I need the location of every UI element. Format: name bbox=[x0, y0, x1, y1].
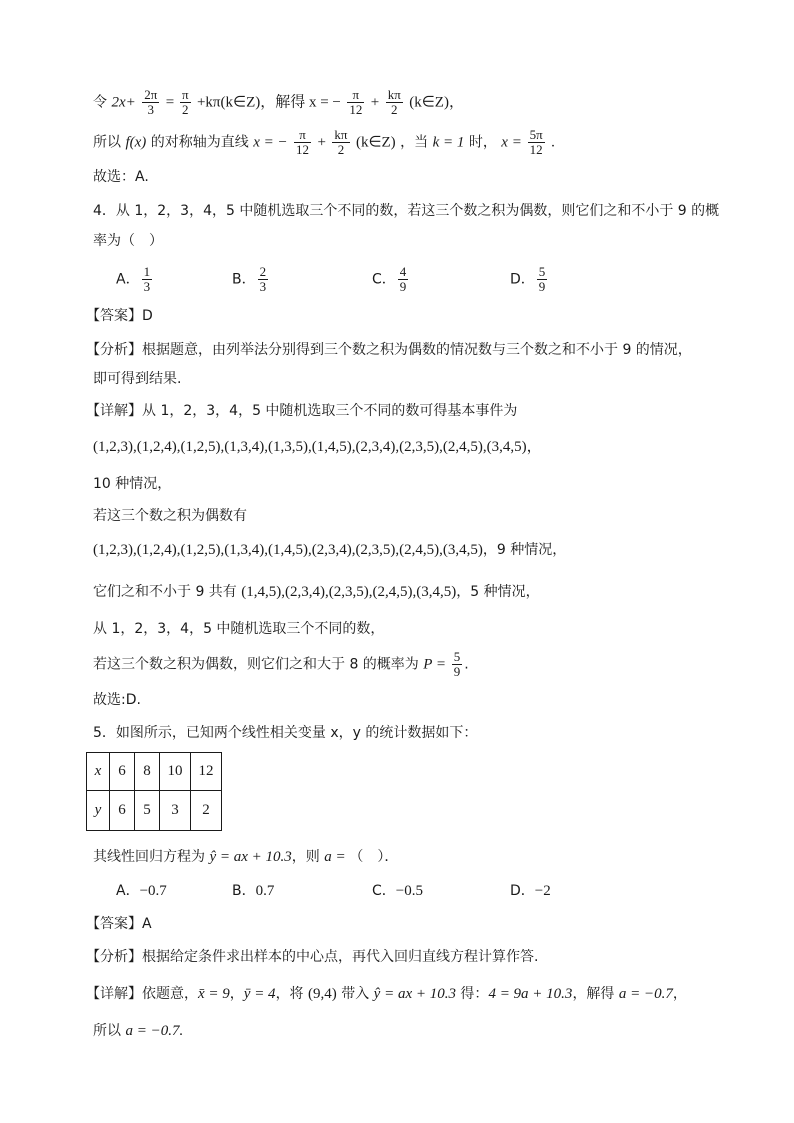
even-count: ，9 种情况， bbox=[482, 542, 567, 558]
q4-option-a: A． $\frac{1}{3}$ bbox=[116, 264, 151, 294]
math: +kπ(k∈Z)，解得 x = − bbox=[196, 94, 341, 111]
analysis-tag: 【分析】 bbox=[86, 949, 142, 965]
math: x = − bbox=[253, 134, 288, 151]
analysis-text: 根据给定条件求出样本的中心点，再代入回归直线方程计算作答. bbox=[142, 949, 539, 965]
math: k = 1 bbox=[432, 134, 465, 151]
math: . bbox=[551, 134, 555, 151]
q4-detail-2: 10 种情况， bbox=[93, 476, 172, 492]
text: 所以 bbox=[93, 134, 126, 151]
text: 时， bbox=[468, 134, 497, 151]
math: 2x+ bbox=[111, 94, 136, 111]
table-cell: 10 bbox=[160, 753, 191, 791]
q4-analysis-1 bbox=[86, 339, 692, 361]
math: + bbox=[317, 134, 326, 151]
answer-value: A bbox=[142, 916, 152, 932]
fraction: $\frac{2\pi}{3}$ bbox=[144, 87, 158, 117]
q4-detail-5: 从 1，2，3，4，5 中随机选取三个不同的数， bbox=[93, 621, 385, 637]
fraction: $\frac{\pi}{12}$ bbox=[349, 87, 363, 117]
table-cell: 6 bbox=[110, 791, 135, 831]
q4-option-c: C． $\frac{4}{9}$ bbox=[372, 264, 407, 294]
table-cell: y bbox=[87, 791, 110, 831]
q5-detail: 【详解】依题意，x̄ = 9，ȳ = 4，将 (9,4) 带入 ŷ = ax + 10.3 得：4 = 9a + 10.3，解得 a = −0.7， bbox=[86, 986, 687, 1002]
answer-value: D bbox=[142, 308, 153, 324]
answer-tag: 【答案】 bbox=[86, 308, 142, 324]
q4-choose: 故选:D. bbox=[93, 692, 141, 708]
table-cell: 5 bbox=[135, 791, 160, 831]
text: 的对称轴为直线 bbox=[150, 134, 254, 151]
prev-line-2 bbox=[93, 128, 555, 157]
table-cell: 6 bbox=[110, 753, 135, 791]
fraction: $\frac{k\pi}{2}$ bbox=[387, 87, 401, 117]
q5-option-d: D．−2 bbox=[510, 883, 551, 899]
q4-detail-6: 若这三个数之积为偶数，则它们之和大于 8 的概率为 P = $\frac{5}{9}$ . bbox=[93, 649, 469, 679]
analysis-text: 根据题意，由列举法分别得到三个数之积为偶数的情况数与三个数之和不小于 9 的情况， bbox=[142, 342, 692, 358]
q4-answer bbox=[86, 305, 153, 327]
q5-final: 所以 a = −0.7. bbox=[93, 1023, 184, 1039]
table-cell: 2 bbox=[191, 791, 222, 831]
prev-choose: 故选：A. bbox=[93, 169, 149, 185]
fraction: $\frac{k\pi}{2}$ bbox=[334, 127, 348, 157]
q5-answer bbox=[86, 913, 152, 935]
ge9-events: (1,4,5),(2,3,4),(2,3,5),(2,4,5),(3,4,5) bbox=[241, 584, 457, 600]
detail-tag: 【详解】 bbox=[86, 403, 142, 419]
math: x = bbox=[501, 134, 526, 151]
q4-detail-4: 它们之和不小于 9 共有 (1,4,5),(2,3,4),(2,3,5),(2,4,5),(3,4,5)，5 种情况， bbox=[93, 584, 540, 600]
q4-stem-2: 率为（ ） bbox=[93, 233, 163, 249]
math: (k∈Z)， bbox=[409, 94, 464, 111]
text: 令 bbox=[93, 94, 112, 111]
q4-option-d: D． $\frac{5}{9}$ bbox=[510, 264, 546, 294]
math: + bbox=[370, 94, 380, 111]
fraction: $\frac{5\pi}{12}$ bbox=[529, 127, 543, 157]
detail-text: 从 1，2，3，4，5 中随机选取三个不同的数可得基本事件为 bbox=[142, 403, 518, 419]
answer-tag: 【答案】 bbox=[86, 916, 142, 932]
text: ，当 bbox=[400, 134, 433, 151]
q4-option-b: B． $\frac{2}{3}$ bbox=[232, 264, 267, 294]
q5-option-b: B．0.7 bbox=[232, 883, 275, 899]
q5-option-c: C．−0.5 bbox=[372, 883, 423, 899]
fraction: $\frac{\pi}{12}$ bbox=[296, 127, 310, 157]
q5-stem: 5．如图所示，已知两个线性相关变量 x，y 的统计数据如下： bbox=[93, 725, 478, 741]
math: f(x) bbox=[125, 134, 147, 151]
detail-tag: 【详解】 bbox=[86, 986, 142, 1002]
analysis-tag: 【分析】 bbox=[86, 342, 142, 358]
q5-stem-2: 其线性回归方程为 ŷ = ax + 10.3，则 a = （ ）． bbox=[93, 849, 399, 865]
q4-detail-1 bbox=[86, 400, 517, 422]
q4-even-events-line bbox=[93, 539, 566, 561]
q5-analysis bbox=[86, 946, 538, 968]
table-row bbox=[87, 753, 222, 791]
fraction: $\frac{\pi}{2}$ bbox=[181, 87, 189, 117]
q4-stem-1: 4．从 1，2，3，4，5 中随机选取三个不同的数，若这三个数之积为偶数，则它们之和不小于 9 的概 bbox=[93, 203, 720, 219]
table-cell: 3 bbox=[160, 791, 191, 831]
q5-option-a: A．−0.7 bbox=[116, 883, 167, 899]
math: (k∈Z) bbox=[355, 134, 396, 151]
q4-analysis-2: 即可得到结果. bbox=[93, 371, 182, 387]
q4-all-events: (1,2,3),(1,2,4),(1,2,5),(1,3,4),(1,3,5),(1,4,5),(2,3,4),(2,3,5),(2,4,5),(3,4,5)， bbox=[93, 439, 542, 455]
table-cell: 12 bbox=[191, 753, 222, 791]
q4-detail-3: 若这三个数之积为偶数有 bbox=[93, 508, 247, 524]
prev-line-1 bbox=[93, 88, 464, 117]
math: = bbox=[165, 94, 178, 111]
table-cell: 8 bbox=[135, 753, 160, 791]
even-events: (1,2,3),(1,2,4),(1,2,5),(1,3,4),(1,4,5),(2,3,4),(2,3,5),(2,4,5),(3,4,5) bbox=[93, 542, 483, 558]
q5-data-table bbox=[86, 752, 222, 831]
table-cell: x bbox=[87, 753, 110, 791]
table-row bbox=[87, 791, 222, 831]
